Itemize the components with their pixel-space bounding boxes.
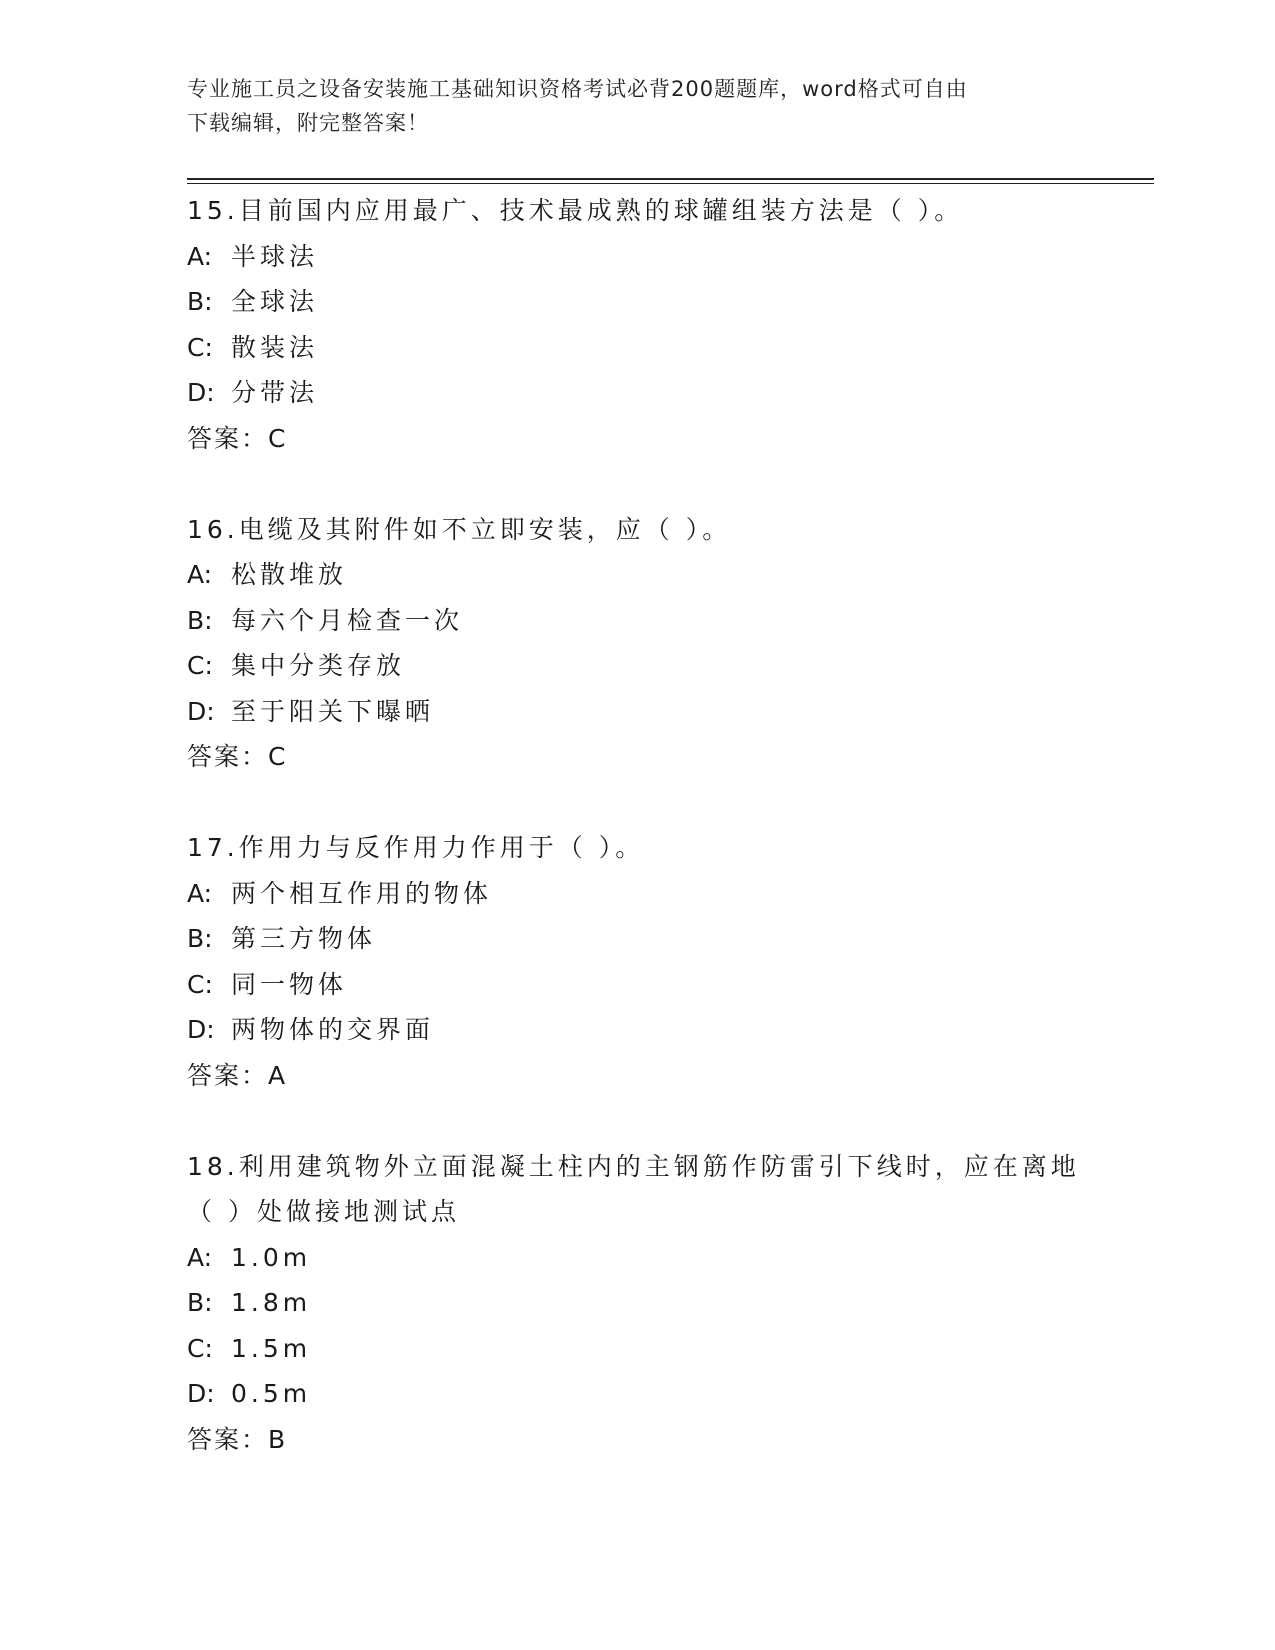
- question-text-continued: （ ）处做接地测试点: [187, 1197, 460, 1226]
- option-text: 至于阳关下曝晒: [231, 696, 435, 726]
- option-letter: B:: [187, 605, 213, 635]
- option-text: 全球法: [231, 287, 319, 316]
- header-line-2: 下载编辑，附完整答案！: [187, 111, 429, 135]
- option-text: 两个相互作用的物体: [231, 878, 493, 908]
- question-text: 15.目前国内应用最广、技术最成熟的球罐组装方法是（ ）。: [187, 196, 964, 225]
- spacer: [187, 780, 1154, 826]
- answer-line: [187, 416, 1154, 462]
- option-text: 松散堆放: [231, 560, 348, 589]
- answer-value: B: [268, 1424, 287, 1454]
- option-d: [187, 370, 1154, 416]
- answer-label: 答案：: [187, 1424, 269, 1454]
- option-text: 第三方物体: [231, 924, 377, 953]
- answer-value: C: [268, 742, 287, 771]
- option-a: [187, 552, 1154, 598]
- question-list: [187, 188, 1154, 1462]
- option-text: 1.5m: [231, 1333, 312, 1363]
- option-c: [187, 325, 1154, 371]
- option-d: [187, 689, 1154, 735]
- header-line-1: 专业施工员之设备安装施工基础知识资格考试必背200题题库，word格式可自由: [187, 77, 968, 101]
- option-a: [187, 234, 1154, 280]
- answer-value: C: [268, 423, 287, 453]
- option-b: [187, 1280, 1154, 1326]
- option-text: 每六个月检查一次: [231, 605, 464, 635]
- question-text: 16.电缆及其附件如不立即安装，应（ ）。: [187, 514, 732, 544]
- option-letter: A:: [187, 1242, 213, 1272]
- option-text: 同一物体: [231, 969, 348, 999]
- option-text: 0.5m: [231, 1379, 312, 1408]
- spacer: [187, 461, 1154, 507]
- option-d: [187, 1007, 1154, 1053]
- answer-line: [187, 1417, 1154, 1463]
- option-letter: D:: [187, 1015, 215, 1044]
- question-16: [187, 507, 1154, 780]
- option-letter: B:: [187, 287, 213, 316]
- answer-label: 答案：: [187, 1060, 269, 1090]
- option-d: [187, 1371, 1154, 1417]
- answer-line: [187, 1053, 1154, 1099]
- option-letter: A:: [187, 241, 213, 271]
- spacer: [187, 1098, 1154, 1144]
- answer-label: 答案：: [187, 742, 269, 771]
- option-c: [187, 643, 1154, 689]
- option-letter: D:: [187, 1379, 215, 1408]
- question-text: 18.利用建筑物外立面混凝土柱内的主钢筋作防雷引下线时，应在离地: [187, 1151, 1080, 1181]
- option-letter: B:: [187, 924, 213, 953]
- option-letter: C:: [187, 332, 213, 362]
- option-text: 1.0m: [231, 1242, 312, 1272]
- option-letter: C:: [187, 651, 213, 680]
- option-letter: C:: [187, 1333, 213, 1363]
- option-b: [187, 279, 1154, 325]
- question-text: 17.作用力与反作用力作用于（ ）。: [187, 833, 645, 862]
- option-text: 两物体的交界面: [231, 1015, 435, 1044]
- option-text: 分带法: [231, 378, 319, 407]
- option-letter: C:: [187, 969, 213, 999]
- option-c: [187, 1326, 1154, 1372]
- option-letter: A:: [187, 878, 213, 908]
- option-a: [187, 1235, 1154, 1281]
- header-divider-thick: [187, 178, 1154, 180]
- question-17: [187, 825, 1154, 1098]
- question-18: [187, 1144, 1154, 1463]
- header-divider-thin: [187, 183, 1154, 184]
- option-text: 1.8m: [231, 1288, 312, 1317]
- option-a: [187, 871, 1154, 917]
- answer-line: [187, 734, 1154, 780]
- option-b: [187, 598, 1154, 644]
- option-letter: D:: [187, 378, 215, 407]
- option-letter: B:: [187, 1288, 213, 1317]
- document-header: [187, 72, 1087, 140]
- option-text: 散装法: [231, 332, 319, 362]
- answer-label: 答案：: [187, 423, 269, 453]
- option-letter: D:: [187, 696, 215, 726]
- option-text: 集中分类存放: [231, 651, 406, 680]
- option-c: [187, 962, 1154, 1008]
- option-text: 半球法: [231, 241, 319, 271]
- option-letter: A:: [187, 560, 213, 589]
- question-15: [187, 188, 1154, 461]
- option-b: [187, 916, 1154, 962]
- answer-value: A: [268, 1060, 287, 1090]
